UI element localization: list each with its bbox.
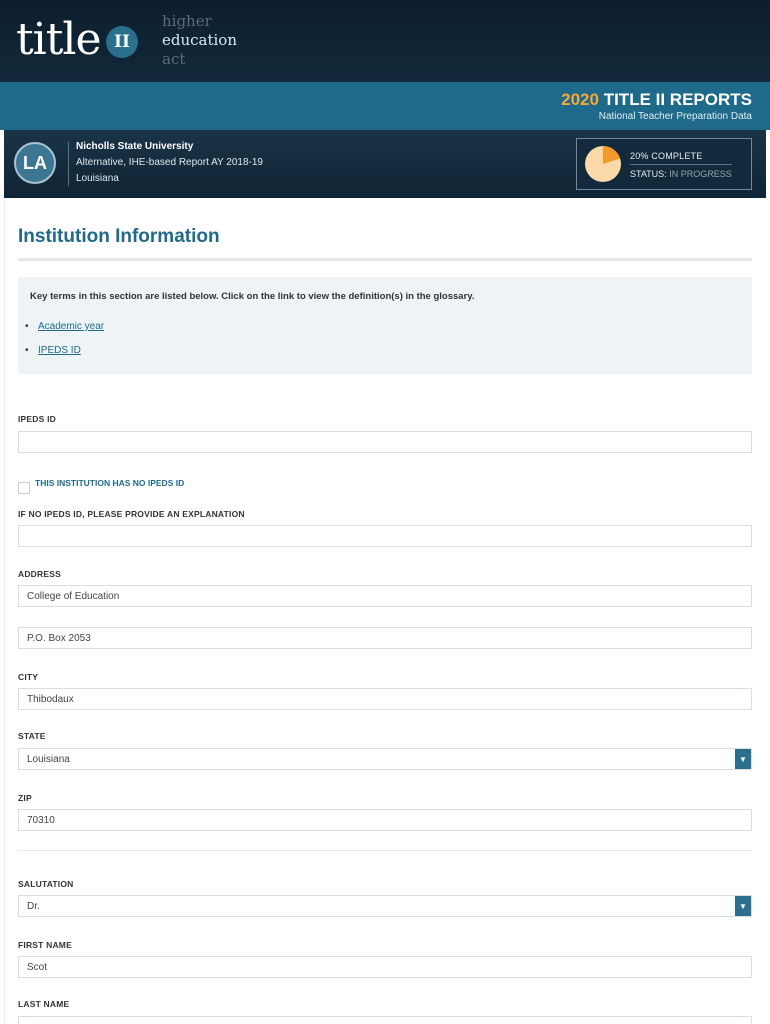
report-title — [561, 90, 752, 110]
key-terms-intro: Key terms in this section are listed below. Click on the link to view the definition(s) in the glossary. — [30, 291, 475, 302]
brand-header — [0, 0, 770, 82]
progress-status — [630, 169, 732, 179]
report-subtitle: National Teacher Preparation Data — [598, 111, 752, 122]
section-divider — [18, 850, 752, 851]
status-label: STATUS: — [630, 169, 667, 179]
city-input[interactable] — [18, 688, 752, 710]
last-name-label: LAST NAME — [18, 999, 70, 1009]
salutation-select[interactable] — [18, 895, 752, 917]
content-border — [4, 198, 5, 1024]
logo-tagline — [162, 12, 237, 69]
progress-panel — [576, 138, 752, 190]
key-terms-box — [18, 277, 752, 374]
glossary-link-academic-year[interactable]: • Academic year — [38, 321, 104, 332]
no-ipeds-checkbox[interactable] — [18, 482, 30, 494]
address-line2-input[interactable] — [18, 627, 752, 649]
state-select[interactable] — [18, 748, 752, 770]
glossary-link-ipeds-id[interactable]: • IPEDS ID — [38, 345, 81, 356]
status-value: IN PROGRESS — [669, 169, 732, 179]
report-banner — [0, 82, 770, 130]
first-name-input[interactable] — [18, 956, 752, 978]
report-year: 2020 — [561, 90, 599, 109]
report-title-text: TITLE II REPORTS — [603, 90, 752, 109]
tagline-word-act: act — [162, 50, 186, 68]
state-label: STATE — [18, 731, 46, 741]
progress-percent: 20% COMPLETE — [630, 151, 703, 161]
logo-wordmark: title — [16, 14, 101, 65]
zip-input[interactable] — [18, 809, 752, 831]
report-type: Alternative, IHE-based Report AY 2018-19 — [76, 157, 263, 168]
logo-numeral-badge: II — [106, 26, 138, 58]
last-name-input[interactable] — [18, 1016, 752, 1024]
chevron-down-icon[interactable]: ▼ — [735, 749, 751, 769]
header-divider — [68, 142, 69, 186]
ipeds-id-input[interactable] — [18, 431, 752, 453]
address-label: ADDRESS — [18, 569, 61, 579]
institution-header — [4, 130, 766, 198]
main-content — [4, 198, 766, 1024]
salutation-select-value: Dr. — [27, 901, 40, 912]
page-title: Institution Information — [18, 226, 220, 247]
title-divider — [18, 258, 752, 261]
state-badge: LA — [14, 142, 56, 184]
progress-divider — [630, 164, 732, 165]
first-name-label: FIRST NAME — [18, 940, 72, 950]
tagline-word-education: education — [162, 31, 237, 49]
institution-details — [76, 139, 263, 187]
salutation-label: SALUTATION — [18, 879, 74, 889]
institution-name: Nicholls State University — [76, 141, 194, 152]
city-label: CITY — [18, 672, 39, 682]
explanation-label: IF NO IPEDS ID, PLEASE PROVIDE AN EXPLANATION — [18, 509, 245, 519]
institution-state: Louisiana — [76, 173, 119, 184]
address-line1-input[interactable] — [18, 585, 752, 607]
ipeds-id-label: IPEDS ID — [18, 414, 56, 424]
no-ipeds-label: THIS INSTITUTION HAS NO IPEDS ID — [35, 478, 185, 488]
zip-label: ZIP — [18, 793, 32, 803]
tagline-word-higher: higher — [162, 12, 212, 30]
state-select-value: Louisiana — [27, 754, 70, 765]
explanation-input[interactable] — [18, 525, 752, 547]
progress-pie-icon — [585, 146, 621, 182]
chevron-down-icon[interactable]: ▼ — [735, 896, 751, 916]
